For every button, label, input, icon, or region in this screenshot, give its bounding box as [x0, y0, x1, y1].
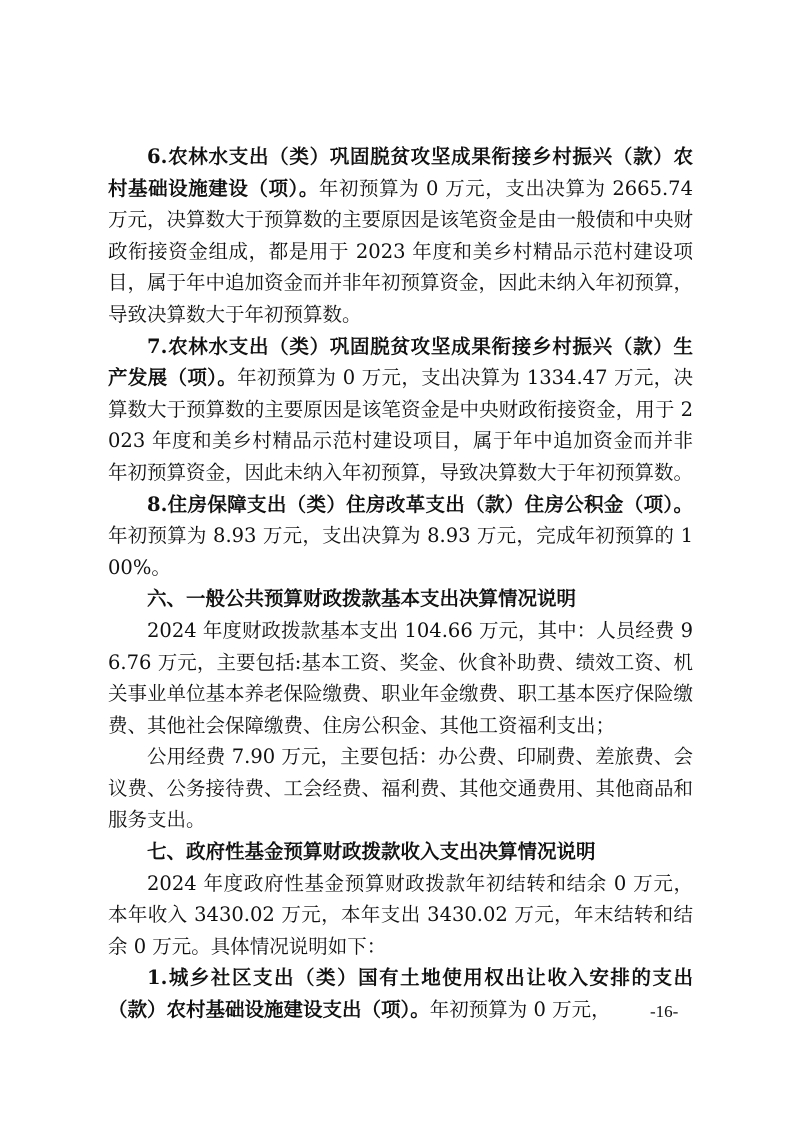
page-number: -16- — [650, 1002, 679, 1021]
item-7-text: 年初预算为 0 万元，支出决算为 1334.47 万元，决算数大于预算数的主要原因是该笔资金是中央财政衔接资金，用于 2023 年度和美乡村精品示范村建设项目，属于年中追加资金而并非年初预算资金，因此未纳入年初预算，导致决算数大于年初预算数。 — [108, 366, 694, 484]
item-6-text: 年初预算为 0 万元，支出决算为 2665.74 万元，决算数大于预算数的主要原因是该笔资金是由一般债和中央财政衔接资金组成，都是用于 2023 年度和美乡村精品示范村建设项目，属于年中追加资金而并非年初预算资金，因此未纳入年初预算，导致决算数大于年初预算数。 — [108, 176, 694, 326]
paragraph-item-8 — [108, 489, 693, 584]
section-7-item-1-title: 1.城乡社区支出（类）国有土地使用权出让收入安排的支出（款）农村基础设施建设支出（项）。 — [108, 966, 693, 1022]
paragraph-item-7 — [108, 331, 693, 489]
section-7-item-1-text: 年初预算为 0 万元， — [429, 998, 611, 1022]
section-7-item-1 — [108, 962, 693, 1025]
section-6-heading: 六、一般公共预算财政拨款基本支出决算情况说明 — [147, 587, 577, 611]
item-8-text: 年初预算为 8.93 万元，支出决算为 8.93 万元，完成年初预算的 100%。 — [108, 524, 693, 579]
section-7-paragraph-1: 2024 年度政府性基金预算财政拨款年初结转和结余 0 万元，本年收入 3430.02 万元，本年支出 3430.02 万元，年末结转和结余 0 万元。具体情况说明如下： — [108, 871, 693, 958]
item-8-title: 8.住房保障支出（类）住房改革支出（款）住房公积金（项）。 — [147, 492, 693, 516]
paragraph-item-6 — [108, 141, 693, 331]
section-6-paragraph-1: 2024 年度财政拨款基本支出 104.66 万元，其中：人员经费 96.76 万元，主要包括:基本工资、奖金、伙食补助费、绩效工资、机关事业单位基本养老保险缴费、职业年金缴费、职工基本医疗保险缴费、其他社会保障缴费、住房公积金、其他工资福利支出； — [108, 618, 694, 737]
item-7-title: 7.农林水支出（类）巩固脱贫攻坚成果衔接乡村振兴（款）生产发展（项）。 — [108, 334, 693, 390]
section-7-heading: 七、政府性基金预算财政拨款收入支出决算情况说明 — [147, 840, 596, 864]
document-body — [108, 141, 693, 1026]
item-6-title: 6.农林水支出（类）巩固脱贫攻坚成果衔接乡村振兴（款）农村基础设施建设（项）。 — [108, 145, 693, 200]
section-6-paragraph-2: 公用经费 7.90 万元，主要包括：办公费、印刷费、差旅费、会议费、公务接待费、工会经费、福利费、其他交通费用、其他商品和服务支出。 — [108, 745, 694, 832]
